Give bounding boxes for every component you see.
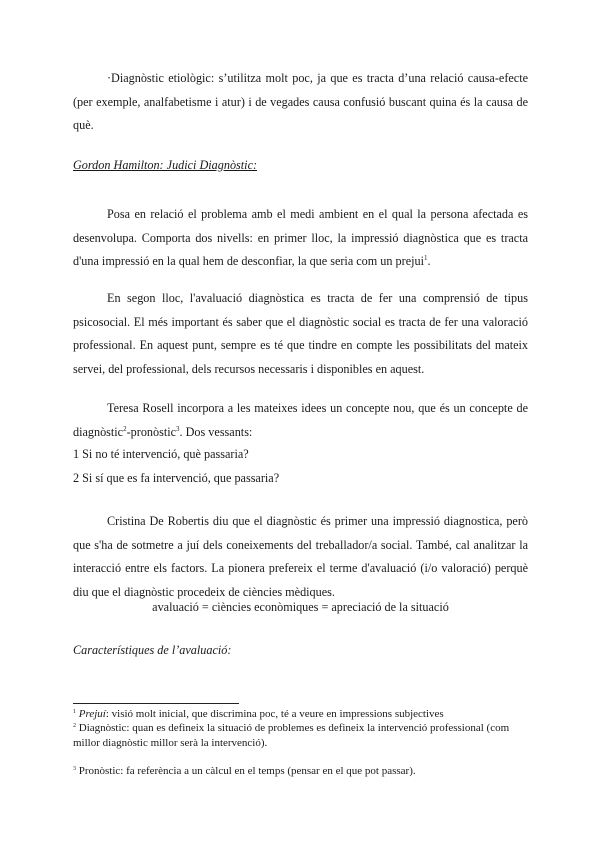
paragraph-etiologic bbox=[73, 67, 528, 138]
footnote-ref: 2 bbox=[123, 424, 127, 433]
section-heading-characteristics: Característiques de l’avaluació: bbox=[73, 643, 232, 657]
paragraph-text: Cristina De Robertis diu que el diagnòstic és primer una impressió diagnostica, però que s'ha de sotmetre a juí dels coneixements del treballador/a social. També, cal analitzar la interacció entre els factors. La pionera prefereix el terme d'avaluació (i/o valoració) perquè diu que el diagnòstic procedeix de ciències mèdiques. bbox=[73, 514, 528, 599]
list-item: 1 Si no té intervenció, què passaria? bbox=[73, 447, 249, 461]
list-item: 2 Si sí que es fa intervenció, que passaria? bbox=[73, 470, 280, 485]
footnote-ref: 1 bbox=[423, 254, 428, 262]
paragraph-text: En segon lloc, l'avaluació diagnòstica es tracta de fer una comprensió de tipus psicosocial. El més important és saber que el diagnòstic social es tracta de fer una valoració professional. En aquest punt, sempre es té que tindre en compte les possibilitats del mateix servei, del professional, dels recursos necessaris i disponibles en aquest. bbox=[73, 291, 528, 376]
footnote-ref: 3 bbox=[176, 424, 180, 433]
list bbox=[73, 443, 528, 490]
footnote-term: Prejuí bbox=[78, 708, 106, 720]
paragraph-de-robertis bbox=[73, 510, 528, 604]
paragraph-rosell bbox=[73, 397, 528, 444]
section-heading-hamilton: Gordon Hamilton: Judici Diagnòstic: bbox=[73, 158, 258, 172]
footnote-number: 2 bbox=[73, 723, 76, 729]
footnote-text: Pronòstic: fa referència a un càlcul en el temps (pensar en el que pot passar). bbox=[76, 765, 416, 777]
footnote-divider bbox=[73, 703, 239, 704]
footnote-text: : visió molt inicial, que discrimina poc, té a veure en impressions subjectives bbox=[105, 708, 444, 720]
paragraph-second-level bbox=[73, 287, 528, 381]
formula-line: avaluació = ciències econòmiques = apreciació de la situació bbox=[152, 600, 449, 614]
paragraph-text: ·Diagnòstic etiològic: s’utilitza molt poc, ja que es tracta d’una relació causa-efecte (per exemple, analfabetisme i atur) i de vegades causa confusió buscant quina és la causa de què. bbox=[73, 71, 528, 132]
paragraph-text: Teresa Rosell incorpora a les mateixes idees un concepte nou, que és un concepte de diagnòstic bbox=[73, 401, 528, 439]
paragraph-hamilton bbox=[73, 203, 528, 274]
footnote-text: Diagnòstic: quan es defineix la situació de problemes es defineix la intervenció professional (com millor diagnòstic millor serà la intervenció). bbox=[73, 722, 510, 749]
paragraph-end: . bbox=[427, 254, 431, 268]
footnote-3 bbox=[73, 764, 533, 779]
paragraph-text: . Dos vessants: bbox=[179, 424, 253, 439]
paragraph-text: Posa en relació el problema amb el medi ambient en el qual la persona afectada es desenvolupa. Comporta dos nivells: en primer lloc, la impressió diagnòstica que es tracta d'una impressió en la qual hem de desconfiar, la que seria com un prejui bbox=[73, 207, 528, 268]
paragraph-text: -pronòstic bbox=[126, 424, 177, 439]
footnote-number: 1 bbox=[73, 709, 76, 715]
footnote-number: 3 bbox=[73, 766, 76, 772]
footnote-1 bbox=[73, 707, 533, 722]
footnote-2 bbox=[73, 721, 533, 750]
